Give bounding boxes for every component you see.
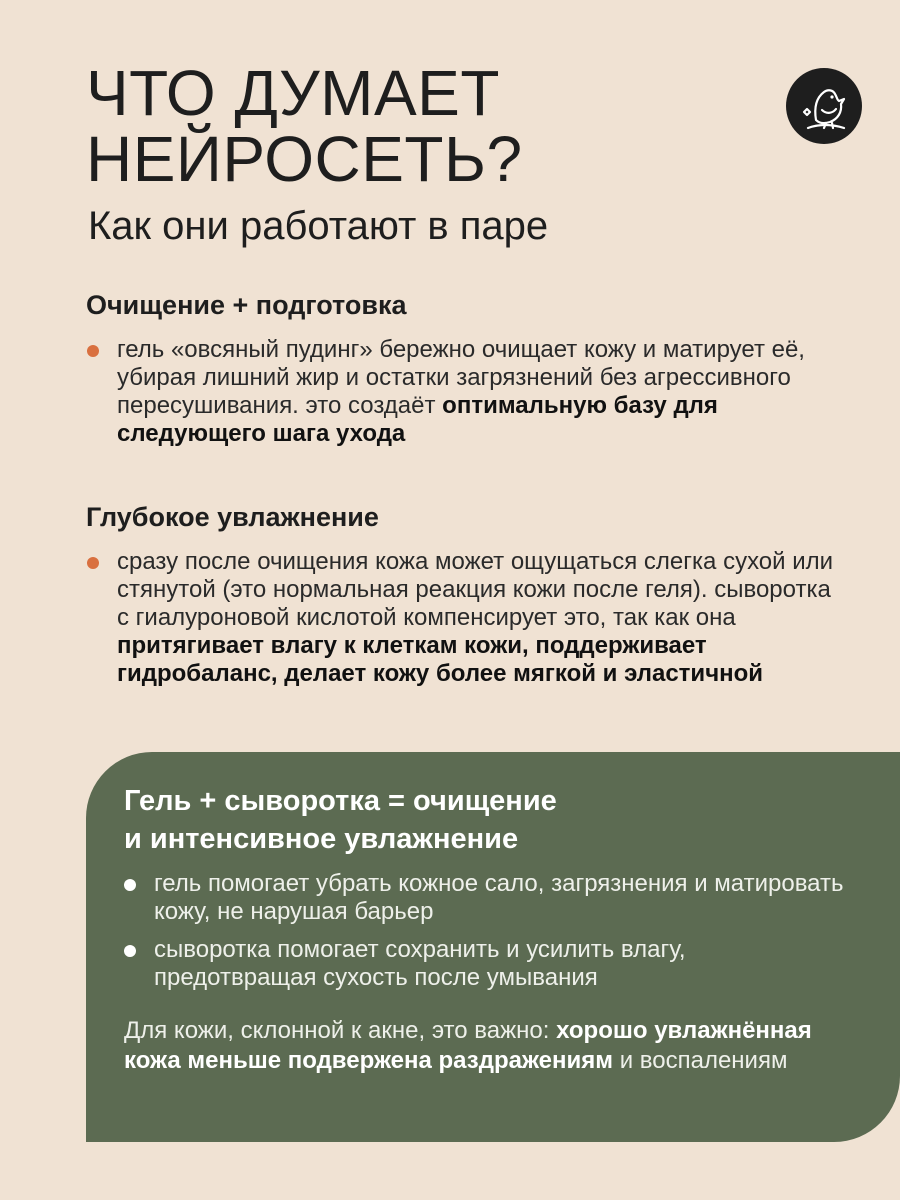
cleansing-heading: Очищение + подготовка (86, 290, 407, 320)
summary-bullet-list (124, 870, 844, 1002)
hydration-heading: Глубокое увлажнение (86, 502, 379, 532)
summary-bullet-text: гель помогает убрать кожное сало, загрязнения и матировать кожу, не нарушая барьер (154, 870, 844, 925)
summary-heading (124, 782, 557, 858)
page-title (86, 57, 523, 195)
hydration-text: сразу после очищения кожа может ощущаться слегка сухой или стянутой (это нормальная реакция кожи после геля). сыворотка с гиалуроновой кислотой компенсирует это, так как она (117, 548, 834, 631)
bullet-dot-icon (87, 345, 99, 357)
cleansing-text-bold: оптимальную базу для следующего шага ухода (117, 392, 718, 447)
summary-bullet (124, 936, 844, 992)
page-title-line1: ЧТО ДУМАЕТ (86, 57, 500, 129)
summary-bullet-text: сыворотка помогает сохранить и усилить влагу, предотвращая сухость после умывания (154, 936, 686, 991)
bullet-dot-icon (124, 879, 136, 891)
hydration-text-bold: притягивает влагу к клеткам кожи, поддерживает гидробаланс, делает кожу более мягкой и эластичной (117, 632, 764, 687)
summary-note-bold: хорошо увлажнённая кожа меньше подвержена раздражениям (124, 1017, 812, 1074)
bullet-dot-icon (124, 945, 136, 957)
hydration-bullet (86, 548, 846, 688)
summary-note (124, 1016, 824, 1076)
bullet-dot-icon (87, 557, 99, 569)
cleansing-text: гель «овсяный пудинг» бережно очищает кожу и матирует её, убирая лишний жир и остатки загрязнений без агрессивного пересушивания. это создаёт (117, 336, 805, 419)
summary-note-text: Для кожи, склонной к акне, это важно: (124, 1017, 557, 1044)
summary-note-text-end: и воспалениям (613, 1047, 788, 1074)
summary-panel (86, 752, 900, 1142)
summary-bullet (124, 870, 844, 926)
cleansing-bullet (86, 336, 846, 448)
cleansing-section (86, 288, 846, 448)
summary-heading-line1: Гель + сыворотка = очищение (124, 785, 557, 817)
page-title-line2: НЕЙРОСЕТЬ? (86, 123, 523, 195)
summary-heading-line2: и интенсивное увлажнение (124, 823, 519, 855)
hydration-section (86, 500, 846, 688)
bird-icon (786, 68, 862, 144)
page-subtitle: Как они работают в паре (88, 204, 549, 248)
brand-logo (786, 68, 862, 144)
